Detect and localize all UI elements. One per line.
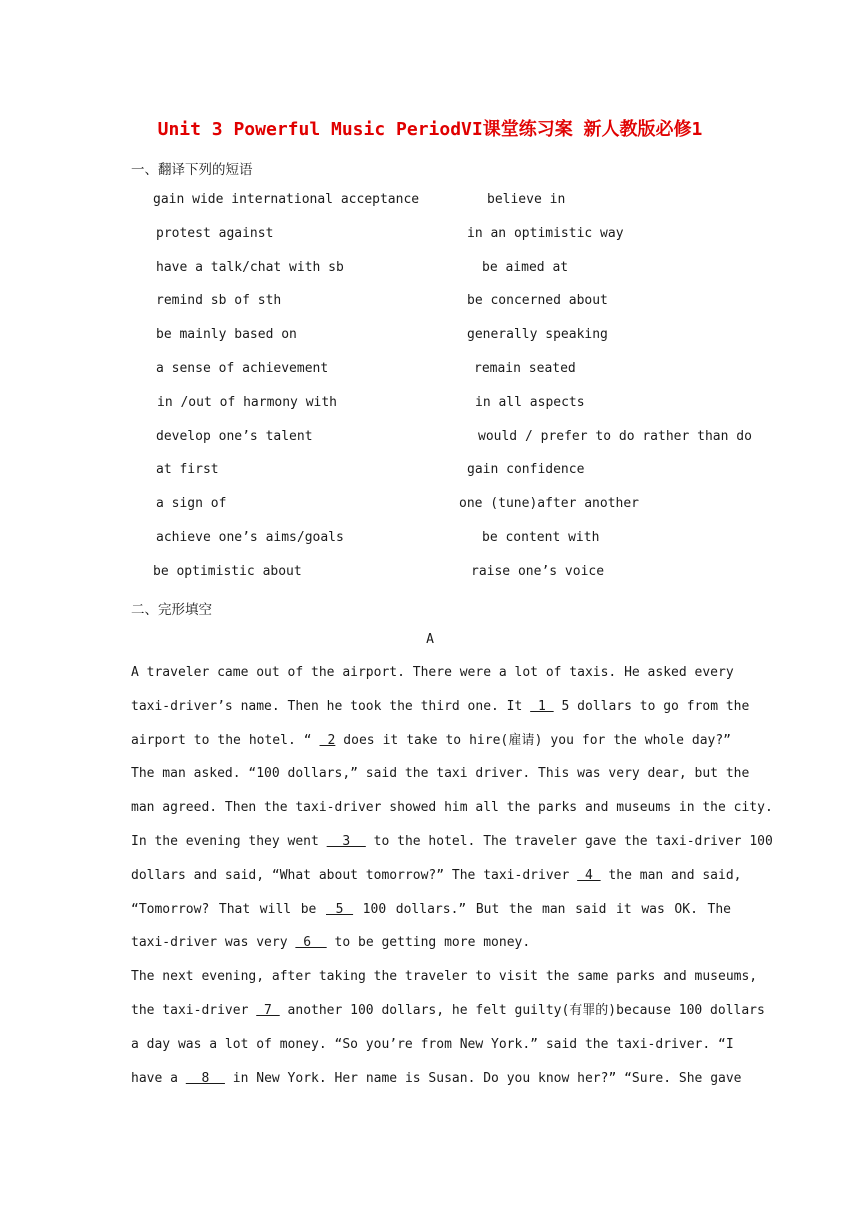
passage-text: taxi-driver was very: [131, 935, 296, 951]
document-title: Unit 3 Powerful Music PeriodVI课堂练习案 新人教版必修1: [157, 119, 703, 140]
phrase-left: achieve one’s aims/goals: [156, 530, 344, 545]
phrase-left: be mainly based on: [156, 327, 297, 343]
phrase-left: be optimistic about: [153, 563, 302, 579]
cloze-blank: 2: [319, 732, 336, 748]
phrase-left: protest against: [156, 225, 274, 241]
passage-text: man agreed. Then the taxi-driver showed him all the parks and museums in the city.: [131, 800, 773, 816]
phrase-right: raise one’s voice: [471, 563, 605, 579]
passage-text: The man asked. “100 dollars,” said the taxi driver. This was very dear, but the: [131, 766, 750, 782]
passage-line: [131, 902, 731, 918]
phrase-right: in all aspects: [475, 394, 585, 410]
phrase-right: gain confidence: [467, 462, 585, 478]
cloze-blank: 3: [326, 834, 366, 849]
passage-text: does it take to hire(雇请) you for the whole day?”: [335, 732, 732, 748]
phrase-left: have a talk/chat with sb: [156, 259, 344, 275]
phrase-left: remind sb of sth: [156, 293, 282, 309]
cloze-blank: 7: [256, 1003, 280, 1018]
passage-line: [131, 834, 773, 850]
phrase-right: be concerned about: [467, 293, 608, 309]
cloze-blank: 6: [295, 935, 327, 951]
phrase-right: be aimed at: [482, 259, 569, 275]
passage-text: the taxi-driver: [131, 1003, 257, 1018]
passage-text: to be getting more money.: [326, 935, 531, 951]
phrase-right: in an optimistic way: [467, 225, 624, 241]
cloze-blank: 4: [577, 867, 601, 883]
phrase-right: believe in: [487, 192, 566, 207]
passage-text: a day was a lot of money. “So you’re from New York.” said the taxi-driver. “I: [131, 1036, 734, 1052]
phrase-right: remain seated: [474, 361, 576, 376]
passage-text: In the evening they went: [131, 834, 327, 849]
passage-text: the man and said,: [600, 867, 742, 883]
passage-line: [131, 1003, 765, 1019]
passage-text: A traveler came out of the airport. There were a lot of taxis. He asked every: [131, 665, 734, 680]
passage-text: have a: [131, 1070, 186, 1086]
passage-line: [131, 698, 750, 715]
passage-text: another 100 dollars, he felt guilty(有罪的)because 100 dollars: [279, 1003, 765, 1018]
passage-text: taxi-driver’s name. Then he took the third one. It: [131, 698, 531, 714]
phrase-left: develop one’s talent: [156, 428, 313, 444]
phrase-left: at first: [156, 462, 219, 478]
phrase-left: a sense of achievement: [156, 361, 329, 376]
passage-line: [131, 867, 742, 884]
passage-text: The next evening, after taking the traveler to visit the same parks and museums,: [131, 969, 758, 985]
passage-line: [131, 935, 731, 951]
phrase-right: one (tune)after another: [459, 496, 640, 512]
passage-line: [131, 969, 758, 985]
passage-line: [131, 665, 734, 681]
phrase-left: gain wide international acceptance: [153, 192, 420, 207]
phrase-right: be content with: [482, 530, 600, 545]
cloze-blank: 5: [326, 901, 354, 917]
phrase-left: a sign of: [156, 496, 227, 512]
phrase-right: would / prefer to do rather than do: [478, 428, 752, 444]
phrase-right: generally speaking: [467, 327, 608, 343]
passage-text: 100 dollars.” But the man said it was OK. The: [353, 901, 731, 917]
section-1-heading: 一、翻译下列的短语: [131, 162, 253, 178]
section-2-heading: 二、完形填空: [131, 602, 212, 618]
passage-line: [131, 733, 731, 749]
cloze-blank: 8: [185, 1070, 225, 1086]
passage-line: [131, 1036, 734, 1053]
phrase-left: in /out of harmony with: [157, 394, 338, 410]
passage-text: dollars and said, “What about tomorrow?” The taxi-driver: [131, 867, 578, 883]
passage-line: [131, 766, 750, 782]
passage-text: 5 dollars to go from the: [553, 698, 750, 714]
passage-text: airport to the hotel. “: [131, 732, 320, 748]
passage-text: “Tomorrow? That will be: [131, 901, 326, 917]
passage-line: [131, 1070, 742, 1087]
passage-label: A: [426, 632, 434, 647]
passage-text: to the hotel. The traveler gave the taxi-driver 100: [365, 834, 773, 849]
cloze-blank: 1: [530, 698, 554, 714]
passage-text: in New York. Her name is Susan. Do you know her?” “Sure. She gave: [224, 1070, 742, 1086]
passage-line: [131, 800, 773, 816]
